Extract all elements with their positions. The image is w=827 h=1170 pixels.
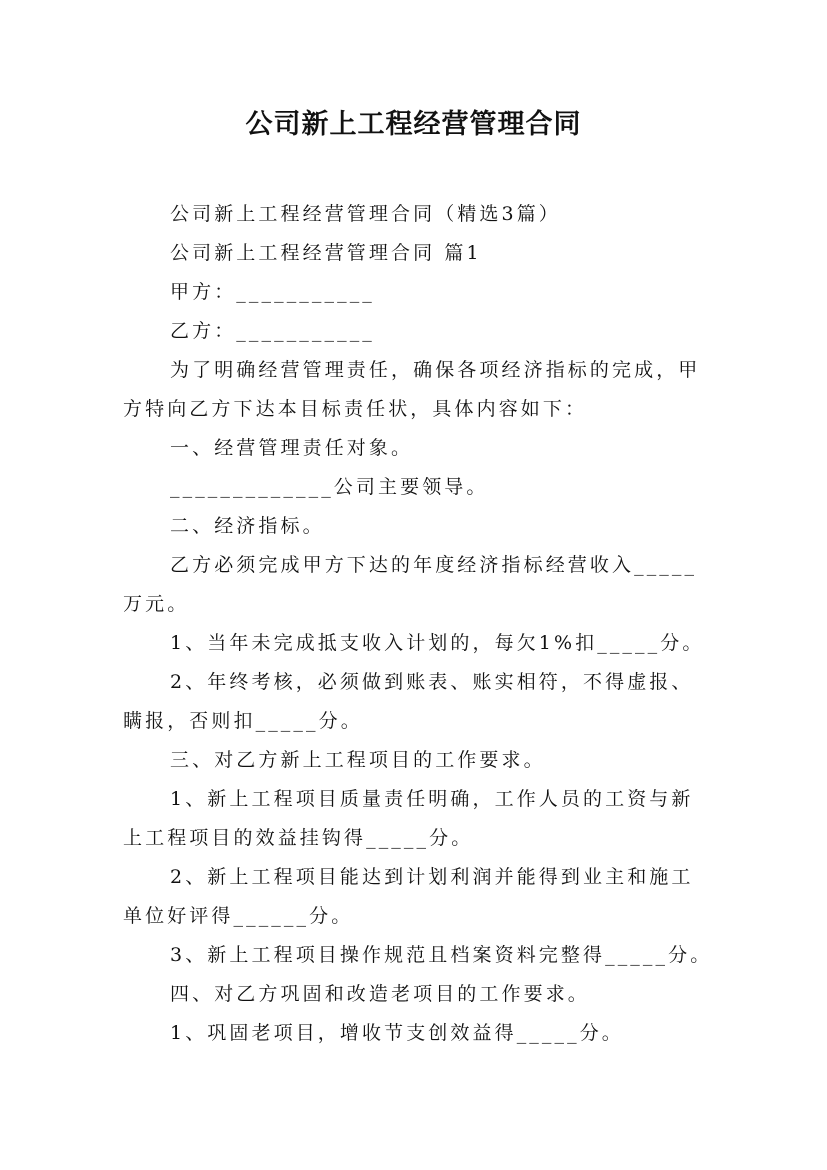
list-item: 3、新上工程项目操作规范且档案资料完整得_____分。 <box>170 944 713 966</box>
list-item: 上工程项目的效益挂钩得_____分。 <box>123 827 474 849</box>
party-a-line: 甲方：___________ <box>170 281 375 303</box>
list-item: 瞒报，否则扣_____分。 <box>123 710 363 732</box>
clause-heading: 一、经营管理责任对象。 <box>170 437 414 459</box>
paragraph-line: 万元。 <box>123 593 190 615</box>
party-b-line: 乙方：___________ <box>170 320 375 342</box>
paragraph-line: 乙方必须完成甲方下达的年度经济指标经营收入_____ <box>170 554 698 576</box>
subtitle-line: 公司新上工程经营管理合同（精选3篇） <box>170 203 561 225</box>
paragraph-line: 方特向乙方下达本目标责任状，具体内容如下： <box>123 398 588 420</box>
list-item: 1、新上工程项目质量责任明确，工作人员的工资与新 <box>170 788 694 810</box>
list-item: 2、年终考核，必须做到账表、账实相符，不得虚报、 <box>170 671 694 693</box>
list-item: 1、巩固老项目，增收节支创效益得_____分。 <box>170 1022 624 1044</box>
list-item: 1、当年未完成抵支收入计划的，每欠1%扣_____分。 <box>170 632 705 654</box>
list-item: 单位好评得______分。 <box>123 905 354 927</box>
document-title: 公司新上工程经营管理合同 <box>245 109 582 140</box>
paragraph-line: 为了明确经营管理责任，确保各项经济指标的完成，甲 <box>170 359 701 381</box>
clause-heading: 三、对乙方新上工程项目的工作要求。 <box>170 749 546 771</box>
clause-heading: 二、经济指标。 <box>170 515 325 537</box>
clause-heading: 四、对乙方巩固和改造老项目的工作要求。 <box>170 983 590 1005</box>
paragraph-line: _____________公司主要领导。 <box>170 476 489 498</box>
section-heading: 公司新上工程经营管理合同 篇1 <box>170 242 482 264</box>
list-item: 2、新上工程项目能达到计划利润并能得到业主和施工 <box>170 866 694 888</box>
